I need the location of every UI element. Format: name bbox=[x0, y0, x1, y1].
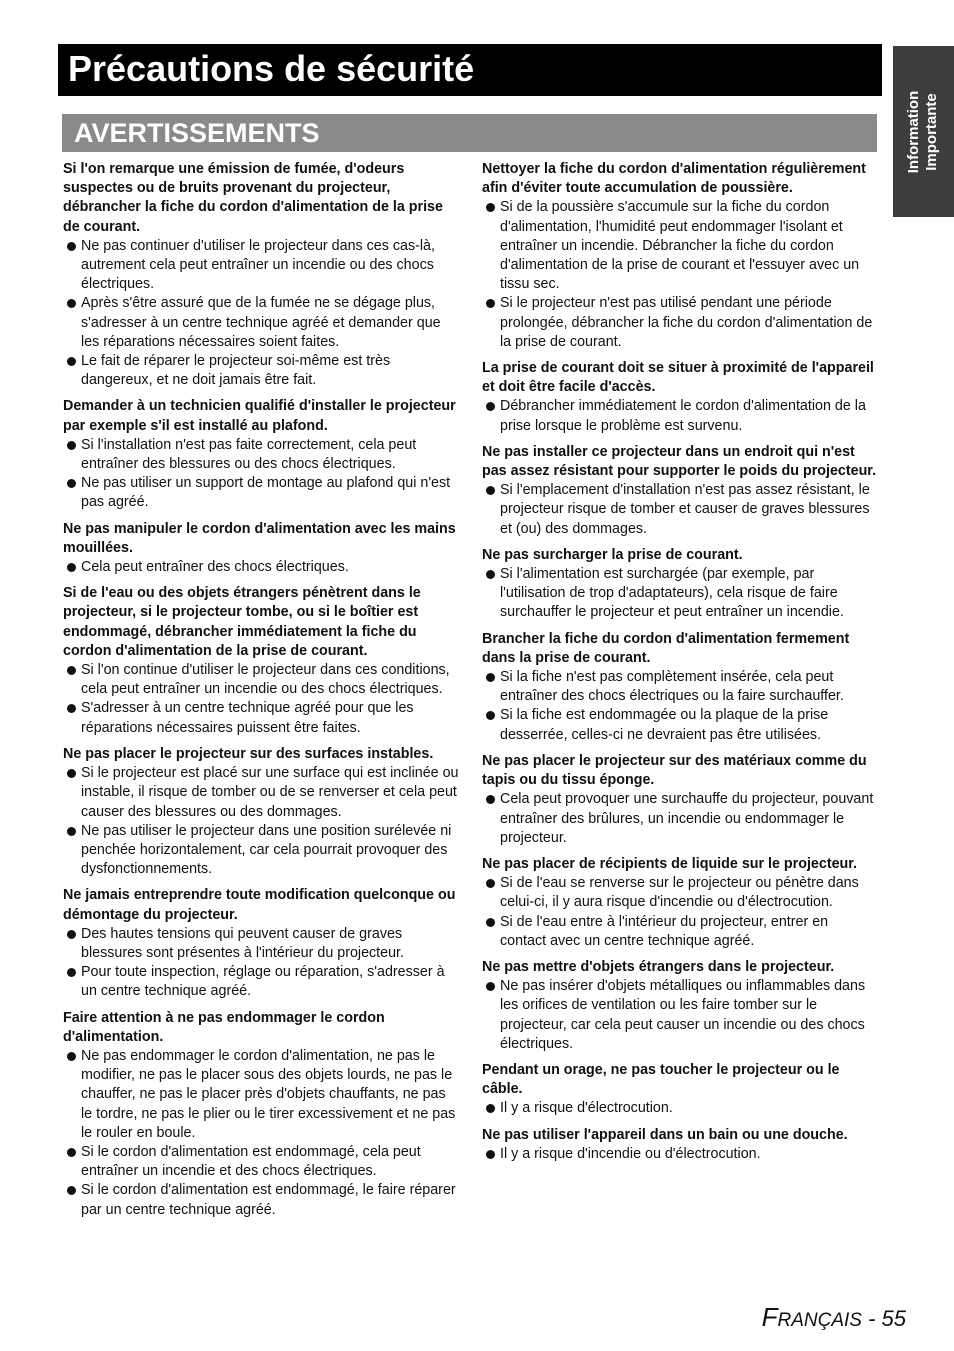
warning-item: Ne pas insérer d'objets métalliques ou inflammables dans les orifices de ventilation ou les faire tomber sur le projecteur, car cela peut causer un incendie ou des chocs électriques. bbox=[482, 977, 878, 1054]
warning-item: Si l'on continue d'utiliser le projecteur dans ces conditions, cela peut entraîner un incendie ou des chocs électriques. bbox=[63, 661, 459, 699]
side-tab-label bbox=[905, 91, 941, 174]
warning-list bbox=[482, 874, 878, 951]
warning-heading: Ne pas surcharger la prise de courant. bbox=[482, 546, 743, 563]
warning-heading: Ne pas placer le projecteur sur des matériaux comme du tapis ou du tissu éponge. bbox=[482, 752, 867, 789]
warning-section bbox=[482, 1126, 878, 1164]
warning-list bbox=[63, 764, 459, 879]
footer-separator: - bbox=[861, 1306, 882, 1331]
warning-item: Pour toute inspection, réglage ou réparation, s'adresser à un centre technique agréé. bbox=[63, 963, 459, 1001]
warning-item: Si de la poussière s'accumule sur la fiche du cordon d'alimentation, l'humidité peut endommager l'isolant et entraîner un incendie. Débrancher la fiche du cordon d'alimentation de la prise de courant et l'essuyer avec un tissu sec. bbox=[482, 198, 878, 294]
warning-section bbox=[63, 886, 459, 1001]
warning-list bbox=[482, 1099, 878, 1118]
warning-list bbox=[482, 198, 878, 352]
warning-item: Si la fiche n'est pas complètement insérée, cela peut entraîner des chocs électriques ou la faire surchauffer. bbox=[482, 668, 878, 706]
warning-list bbox=[63, 1047, 459, 1220]
warning-list bbox=[482, 565, 878, 623]
warning-list bbox=[482, 668, 878, 745]
page-number: 55 bbox=[881, 1306, 906, 1331]
warning-item: Si le cordon d'alimentation est endommagé, cela peut entraîner un incendie et des chocs électriques. bbox=[63, 1143, 459, 1181]
warning-item: Il y a risque d'incendie ou d'électrocution. bbox=[482, 1145, 878, 1164]
warning-item: Ne pas utiliser un support de montage au plafond qui n'est pas agréé. bbox=[63, 474, 459, 512]
warning-heading: Faire attention à ne pas endommager le cordon d'alimentation. bbox=[63, 1009, 385, 1045]
warning-heading: Pendant un orage, ne pas toucher le projecteur ou le câble. bbox=[482, 1061, 840, 1098]
warning-list bbox=[482, 1145, 878, 1164]
warning-list bbox=[63, 558, 459, 577]
warning-item: Ne pas utiliser le projecteur dans une position surélevée ni penchée horizontalement, car cela pourrait provoquer des dysfonctionnements. bbox=[63, 822, 459, 880]
warning-section bbox=[63, 397, 459, 512]
warning-item: Si le projecteur n'est pas utilisé pendant une période prolongée, débrancher la fiche du cordon d'alimentation de la prise de courant. bbox=[482, 294, 878, 352]
footer-lang-rest: RANÇAIS bbox=[777, 1310, 862, 1331]
section-title: AVERTISSEMENTS bbox=[62, 114, 877, 152]
warning-item: Si l'installation n'est pas faite correctement, cela peut entraîner des blessures ou des chocs électriques. bbox=[63, 436, 459, 474]
warning-heading: Si de l'eau ou des objets étrangers pénètrent dans le projecteur, si le projecteur tombe, ou si le boîtier est endommagé, débrancher immédiatement la fiche du cordon d'alimentation de la prise de courant. bbox=[63, 585, 421, 659]
warning-list bbox=[482, 397, 878, 435]
warning-list bbox=[63, 237, 459, 391]
warning-heading: Ne pas installer ce projecteur dans un endroit qui n'est pas assez résistant pour supporter le poids du projecteur. bbox=[482, 443, 877, 480]
warning-section bbox=[482, 546, 878, 623]
warning-item: S'adresser à un centre technique agréé pour que les réparations nécessaires puissent être faites. bbox=[63, 699, 459, 737]
side-tab bbox=[893, 46, 954, 217]
warning-item: Si le cordon d'alimentation est endommagé, le faire réparer par un centre technique agréé. bbox=[63, 1181, 459, 1219]
warning-section bbox=[63, 584, 459, 738]
warning-section bbox=[63, 1009, 459, 1220]
warning-section bbox=[63, 160, 459, 390]
warning-list bbox=[63, 436, 459, 513]
warning-list bbox=[482, 790, 878, 848]
warning-heading: Ne pas mettre d'objets étrangers dans le projecteur. bbox=[482, 958, 835, 975]
warning-item: Des hautes tensions qui peuvent causer de graves blessures sont présentes à l'intérieur du projecteur. bbox=[63, 925, 459, 963]
left-column bbox=[63, 160, 459, 1227]
warning-item: Il y a risque d'électrocution. bbox=[482, 1099, 878, 1118]
warning-section bbox=[482, 630, 878, 745]
warning-item: Si la fiche est endommagée ou la plaque de la prise desserrée, celles-ci ne devraient pas être utilisées. bbox=[482, 706, 878, 744]
warning-item: Après s'être assuré que de la fumée ne se dégage plus, s'adresser à un centre technique agréé et demander que les réparations nécessaires soient faites. bbox=[63, 294, 459, 352]
right-column bbox=[482, 160, 878, 1171]
warning-section bbox=[482, 1061, 878, 1119]
warning-item: Si l'emplacement d'installation n'est pas assez résistant, le projecteur risque de tomber et causer de graves blessures et (ou) des dommages. bbox=[482, 481, 878, 539]
warning-item: Cela peut provoquer une surchauffe du projecteur, pouvant entraîner des brûlures, un incendie ou endommager le projecteur. bbox=[482, 790, 878, 848]
warning-item: Si de l'eau se renverse sur le projecteur ou pénètre dans celui-ci, il y aura risque d'incendie ou d'électrocution. bbox=[482, 874, 878, 912]
warning-section bbox=[482, 443, 878, 539]
side-tab-line2: Importante bbox=[923, 93, 940, 171]
warning-heading: Brancher la fiche du cordon d'alimentation fermement dans la prise de courant. bbox=[482, 630, 850, 666]
warning-item: Débrancher immédiatement le cordon d'alimentation de la prise lorsque le problème est survenu. bbox=[482, 397, 878, 435]
side-tab-line1: Information bbox=[905, 90, 922, 174]
warning-section bbox=[482, 359, 878, 436]
warning-list bbox=[63, 925, 459, 1002]
warning-item: Ne pas endommager le cordon d'alimentation, ne pas le modifier, ne pas le placer sous des objets lourds, ne pas le chauffer, ne pas le placer près d'objets chauffants, ne pas le tordre, ne pas le plier ou le tirer excessivement et ne pas le rouler en boule. bbox=[63, 1047, 459, 1143]
page-title: Précautions de sécurité bbox=[58, 44, 882, 96]
warning-heading: Ne pas placer de récipients de liquide sur le projecteur. bbox=[482, 855, 858, 872]
warning-section bbox=[482, 958, 878, 1054]
warning-list bbox=[63, 661, 459, 738]
warning-section bbox=[482, 160, 878, 352]
warning-section bbox=[63, 520, 459, 578]
warning-section bbox=[482, 855, 878, 951]
warning-section bbox=[63, 745, 459, 879]
page-footer bbox=[762, 1302, 906, 1333]
warning-section bbox=[482, 752, 878, 848]
warning-item: Le fait de réparer le projecteur soi-même est très dangereux, et ne doit jamais être fait. bbox=[63, 352, 459, 390]
warning-item: Si l'alimentation est surchargée (par exemple, par l'utilisation de trop d'adaptateurs), cela risque de faire surchauffer le projecteur et peut entraîner un incendie. bbox=[482, 565, 878, 623]
warning-heading: Demander à un technicien qualifié d'installer le projecteur par exemple s'il est installé au plafond. bbox=[63, 398, 456, 434]
warning-item: Cela peut entraîner des chocs électriques. bbox=[63, 558, 459, 577]
warning-item: Si le projecteur est placé sur une surface qui est inclinée ou instable, il risque de tomber ou de se renverser et cela peut causer des blessures ou des dommages. bbox=[63, 764, 459, 822]
warning-heading: Si l'on remarque une émission de fumée, d'odeurs suspectes ou de bruits provenant du projecteur, débrancher la fiche du cordon d'alimentation de la prise de courant. bbox=[63, 161, 443, 235]
warning-heading: La prise de courant doit se situer à proximité de l'appareil et doit être facile d'accès. bbox=[482, 360, 874, 396]
warning-item: Si de l'eau entre à l'intérieur du projecteur, entrer en contact avec un centre technique agréé. bbox=[482, 913, 878, 951]
warning-heading: Ne pas utiliser l'appareil dans un bain ou une douche. bbox=[482, 1126, 848, 1143]
warning-heading: Ne jamais entreprendre toute modification quelconque ou démontage du projecteur. bbox=[63, 887, 456, 923]
warning-list bbox=[482, 977, 878, 1054]
warning-item: Ne pas continuer d'utiliser le projecteur dans ces cas-là, autrement cela peut entraîner un incendie ou des chocs électriques. bbox=[63, 237, 459, 295]
warning-heading: Ne pas manipuler le cordon d'alimentation avec les mains mouillées. bbox=[63, 520, 456, 556]
footer-lang-initial: F bbox=[761, 1302, 778, 1332]
warning-heading: Ne pas placer le projecteur sur des surfaces instables. bbox=[63, 745, 434, 762]
warning-heading: Nettoyer la fiche du cordon d'alimentation régulièrement afin d'éviter toute accumulation de poussière. bbox=[482, 161, 866, 197]
warning-list bbox=[482, 481, 878, 539]
